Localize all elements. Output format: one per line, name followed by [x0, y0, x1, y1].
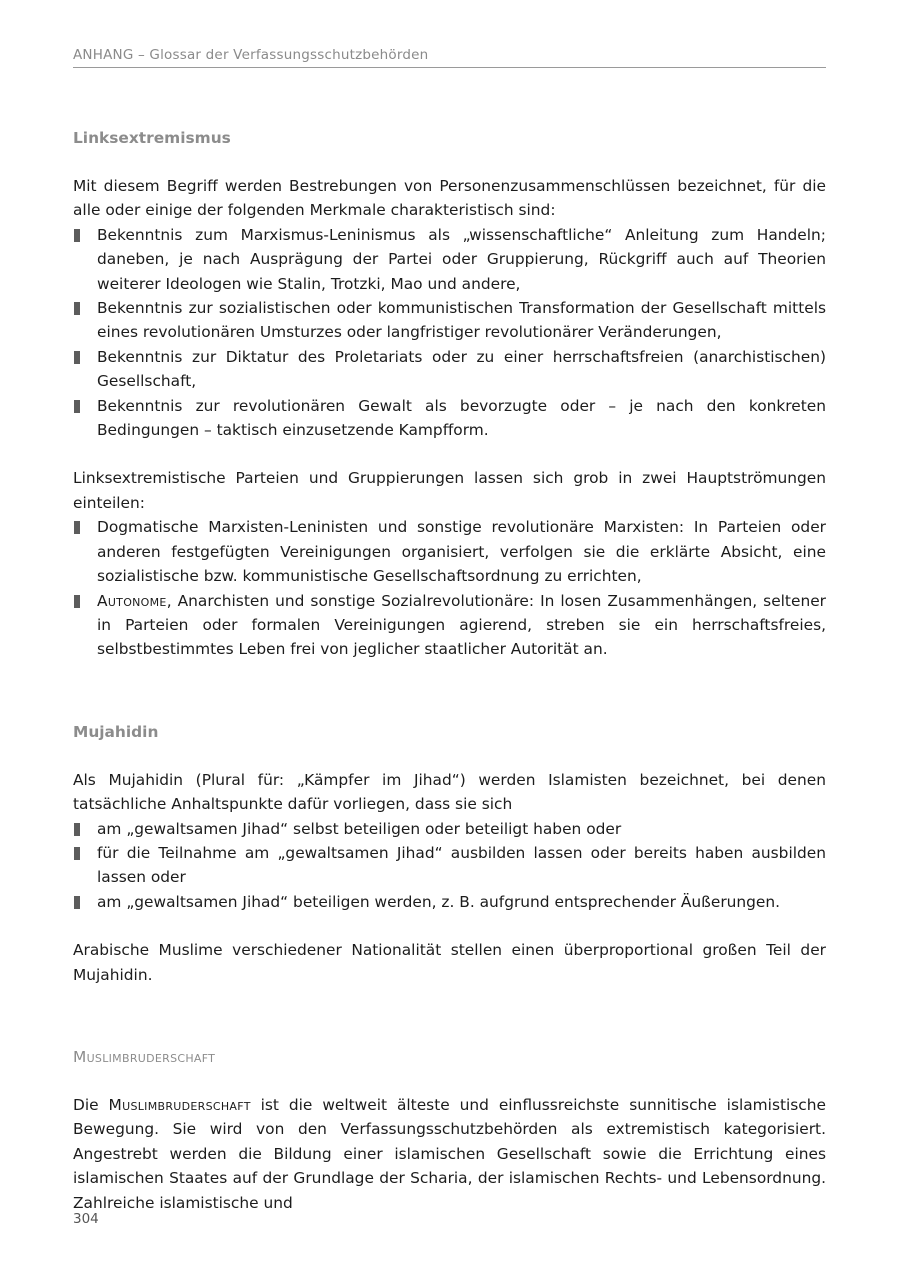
- bullet-icon: [74, 302, 80, 315]
- section-heading: Muslimbruderschaft: [73, 1047, 216, 1066]
- section-mujahidin: [73, 720, 826, 987]
- bullet-icon: [74, 229, 80, 242]
- paragraph: Mit diesem Begriff werden Bestrebungen von Personenzusammenschlüssen bezeichnet, für die alle oder einige der folgenden Merkmale charakteristisch sind:: [73, 177, 826, 220]
- bullet-icon: [74, 400, 80, 413]
- page-number: 304: [73, 1211, 99, 1227]
- list-item: am „gewaltsamen Jihad“ beteiligen werden, z. B. aufgrund entsprechender Äußerungen.: [73, 890, 826, 914]
- bullet-icon: [74, 521, 80, 534]
- bullet-list: [73, 515, 826, 661]
- paragraph: Arabische Muslime verschiedener Nationalität stellen einen überproportional großen Teil der Mujahidin.: [73, 941, 826, 984]
- paragraph: Als Mujahidin (Plural für: „Kämpfer im Jihad“) werden Islamisten bezeichnet, bei denen tatsächliche Anhaltspunkte dafür vorliegen, dass sie sich: [73, 770, 826, 814]
- section-heading: Mujahidin: [73, 722, 159, 741]
- paragraph: Die Muslimbruderschaft ist die weltweit älteste und einflussreichste sunnitische islamistische Bewegung. Sie wird von den Verfassungsschutzbehörden als extremistisch kategorisiert. Angestrebt werden die Bildung einer islamischen Gesellschaft sowie die Errichtung eines islamischen Staates auf der Grundlage der Scharia, der islamischen Rechts- und Lebensordnung. Zahlreiche islamistische und: [73, 1095, 826, 1212]
- bullet-icon: [74, 595, 80, 608]
- page-content: [73, 126, 826, 1215]
- bullet-icon: [74, 896, 80, 909]
- list-item: Dogmatische Marxisten-Leninisten und sonstige revolutionäre Marxisten: In Parteien oder anderen festgefügten Vereinigungen organisiert, verfolgen sie die erklärte Absicht, eine sozialistische bzw. kommunistische Gesellschaftsordnung zu errichten,: [73, 515, 826, 588]
- section-muslimbruderschaft: [73, 1045, 826, 1215]
- paragraph: Linksextremistische Parteien und Gruppierungen lassen sich grob in zwei Hauptströmungen einteilen:: [73, 469, 826, 512]
- list-item: Bekenntnis zur sozialistischen oder kommunistischen Transformation der Gesellschaft mittels eines revolutionären Umsturzes oder langfristiger revolutionärer Veränderungen,: [73, 296, 826, 345]
- bullet-icon: [74, 847, 80, 860]
- list-item: Bekenntnis zur revolutionären Gewalt als bevorzugte oder – je nach den konkreten Bedingungen – taktisch einzusetzende Kampfform.: [73, 394, 826, 443]
- header-rule: [73, 67, 826, 68]
- list-item: am „gewaltsamen Jihad“ selbst beteiligen oder beteiligt haben oder: [73, 817, 826, 841]
- section-heading: Linksextremismus: [73, 129, 231, 147]
- glossary-term-muslimbruderschaft: Muslimbruderschaft: [108, 1095, 251, 1114]
- bullet-list: [73, 817, 826, 915]
- bullet-icon: [74, 823, 80, 836]
- list-item: Bekenntnis zum Marxismus-Leninismus als „wissenschaftliche“ Anleitung zum Handeln; daneben, je nach Ausprägung der Partei oder Gruppierung, Rückgriff auch auf Theorien weiterer Ideologen wie Stalin, Trotzki, Mao und andere,: [73, 223, 826, 296]
- list-item: für die Teilnahme am „gewaltsamen Jihad“ ausbilden lassen oder bereits haben ausbilden lassen oder: [73, 841, 826, 890]
- section-linksextremismus: [73, 126, 826, 662]
- running-header: ANHANG – Glossar der Verfassungsschutzbehörden: [73, 47, 429, 63]
- bullet-icon: [74, 351, 80, 364]
- bullet-list: [73, 223, 826, 443]
- list-item: Autonome, Anarchisten und sonstige Sozialrevolutionäre: In losen Zusammenhängen, seltener in Parteien oder formalen Vereinigungen agierend, streben sie ein herrschaftsfreies, selbstbestimmtes Leben frei von jeglicher staatlicher Autorität an.: [73, 589, 826, 662]
- list-item: Bekenntnis zur Diktatur des Proletariats oder zu einer herrschaftsfreien (anarchistischen) Gesellschaft,: [73, 345, 826, 394]
- glossary-term-autonome: Autonome: [97, 591, 167, 610]
